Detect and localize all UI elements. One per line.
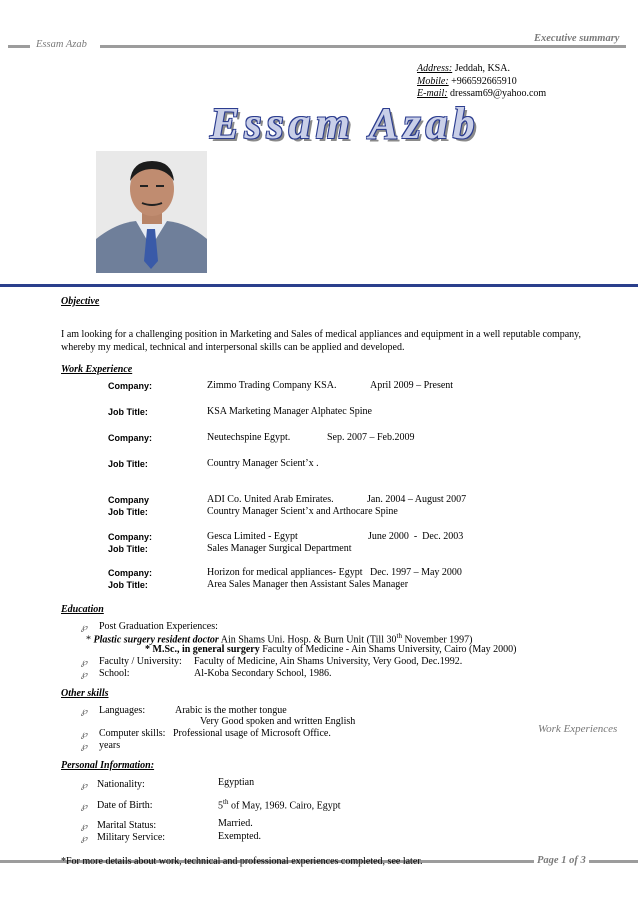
work-label: Job Title:: [108, 459, 148, 469]
work-label: Company:: [108, 568, 153, 578]
nationality-value: Egyptian: [218, 777, 255, 788]
bullet-icon: ℘: [81, 729, 88, 739]
work-value: ADI Co. United Arab Emirates.: [207, 494, 334, 505]
nationality-label: Nationality:: [97, 779, 145, 790]
work-value: Country Manager Scient’x and Arthocare Spine: [207, 506, 398, 517]
work-value: KSA Marketing Manager Alphatec Spine: [207, 406, 372, 417]
plastic-surgery-title: Plastic surgery resident doctor: [93, 634, 219, 646]
work-value: Area Sales Manager then Assistant Sales Manager: [207, 579, 409, 590]
school-label: School:: [99, 668, 130, 679]
marital-value: Married.: [218, 818, 253, 829]
work-label: Job Title:: [108, 407, 148, 417]
computer-label: Computer skills:: [99, 728, 166, 739]
mobile-value: +966592665910: [448, 75, 517, 87]
email-value[interactable]: dressam69@yahoo.com: [447, 88, 547, 99]
personal-heading: Personal Information:: [61, 760, 155, 771]
contact-block: [417, 63, 546, 101]
bullet-icon: ℘: [81, 833, 88, 843]
marital-label: Marital Status:: [97, 820, 157, 831]
work-label: Company:: [108, 381, 153, 391]
mobile-label: Mobile:: [417, 75, 449, 87]
dob-rest: of May, 1969. Cairo, Egypt: [228, 800, 341, 812]
header-section: Executive summary: [534, 33, 620, 44]
work-date: Sep. 2007 – Feb.2009: [327, 432, 415, 443]
dob-sup: th: [223, 798, 229, 806]
bullet-icon: ℘: [81, 657, 88, 667]
objective-heading: Objective: [61, 296, 100, 307]
work-value: Sales Manager Surgical Department: [207, 543, 352, 554]
education-heading: Education: [61, 604, 104, 615]
work-heading: Work Experience: [61, 364, 133, 375]
address-line: [417, 63, 546, 76]
dob-label: Date of Birth:: [97, 800, 153, 811]
objective-text: I am looking for a challenging position in Marketing and Sales of medical appliances and equipment in a well reputable company, whereby my medical, technical and interpersonal skills can be applied and developed.: [61, 329, 582, 353]
plastic-surgery-sup: th: [396, 632, 402, 640]
plastic-surgery-line: * Plastic surgery resident doctor Ain Shams Uni. Hosp. & Burn Unit (Till 30th November 1997): [86, 632, 473, 646]
work-label: Company: [108, 495, 150, 505]
languages-label: Languages:: [99, 705, 146, 716]
mobile-line: [417, 76, 546, 89]
plastic-surgery-date: November 1997): [401, 634, 473, 646]
email-label: E-mail:: [417, 88, 448, 99]
bullet-icon: ℘: [81, 706, 88, 716]
bullet-icon: ℘: [81, 741, 88, 751]
work-label: Company:: [108, 433, 153, 443]
years-text: years: [99, 740, 121, 751]
work-date: April 2009 – Present: [370, 380, 454, 391]
postgrad-label: Post Graduation Experiences:: [99, 621, 218, 632]
work-value: Gesca Limited - Egypt: [207, 531, 298, 542]
work-value: Horizon for medical appliances- Egypt Dec. 1997 – May 2000: [207, 567, 462, 578]
header-divider: [0, 284, 638, 287]
dob-day: 5: [218, 800, 223, 812]
work-label: Job Title:: [108, 507, 148, 517]
languages-line1: Arabic is the mother tongue: [175, 705, 287, 716]
skills-heading: Other skills: [61, 688, 109, 699]
address-value: Jeddah, KSA.: [452, 63, 510, 74]
work-value: Zimmo Trading Company KSA.: [207, 380, 337, 391]
work-label: Job Title:: [108, 544, 148, 554]
work-label: Job Title:: [108, 580, 148, 590]
computer-value: Professional usage of Microsoft Office.: [173, 728, 331, 739]
footer-note: *For more details about work, technical and professional experiences completed, see later.: [61, 856, 423, 867]
bullet-icon: ℘: [81, 622, 88, 632]
msc-title: * M.Sc., in general surgery: [145, 644, 260, 655]
msc-detail: Faculty of Medicine - Ain Shams University, Cairo (May 2000): [259, 644, 517, 655]
work-value: Neutechspine Egypt.: [207, 432, 291, 443]
msc-line: [145, 644, 517, 655]
bullet-icon: ℘: [81, 801, 88, 811]
school-value: Al-Koba Secondary School, 1986.: [194, 668, 332, 679]
military-value: Exempted.: [218, 831, 262, 842]
page-number: Page 1 of 3: [534, 855, 589, 866]
plastic-surgery-detail: Ain Shams Uni. Hosp. & Burn Unit (Till 30: [218, 634, 397, 646]
military-label: Military Service:: [97, 832, 166, 843]
languages-line2: Very Good spoken and written English: [200, 716, 356, 727]
work-date: June 2000 - Dec. 2003: [368, 531, 464, 542]
header-name: Essam Azab: [36, 39, 87, 50]
side-label: Work Experiences: [538, 723, 618, 735]
bullet-icon: ℘: [81, 669, 88, 679]
bullet-icon: ℘: [81, 780, 88, 790]
faculty-label: Faculty / University:: [99, 656, 182, 667]
work-value: Country Manager Scient’x .: [207, 458, 319, 469]
header-rule-left: [8, 45, 30, 48]
header-rule-main: [100, 45, 626, 48]
profile-photo: [96, 151, 207, 273]
work-label: Company:: [108, 532, 153, 542]
work-date: Jan. 2004 – August 2007: [367, 494, 467, 505]
big-name-title: Essam Azab: [210, 99, 480, 148]
bullet-icon: ℘: [81, 821, 88, 831]
faculty-value: Faculty of Medicine, Ain Shams University, Very Good, Dec.1992.: [194, 656, 463, 667]
dob-value: [218, 798, 341, 811]
address-label: Address:: [417, 63, 453, 74]
